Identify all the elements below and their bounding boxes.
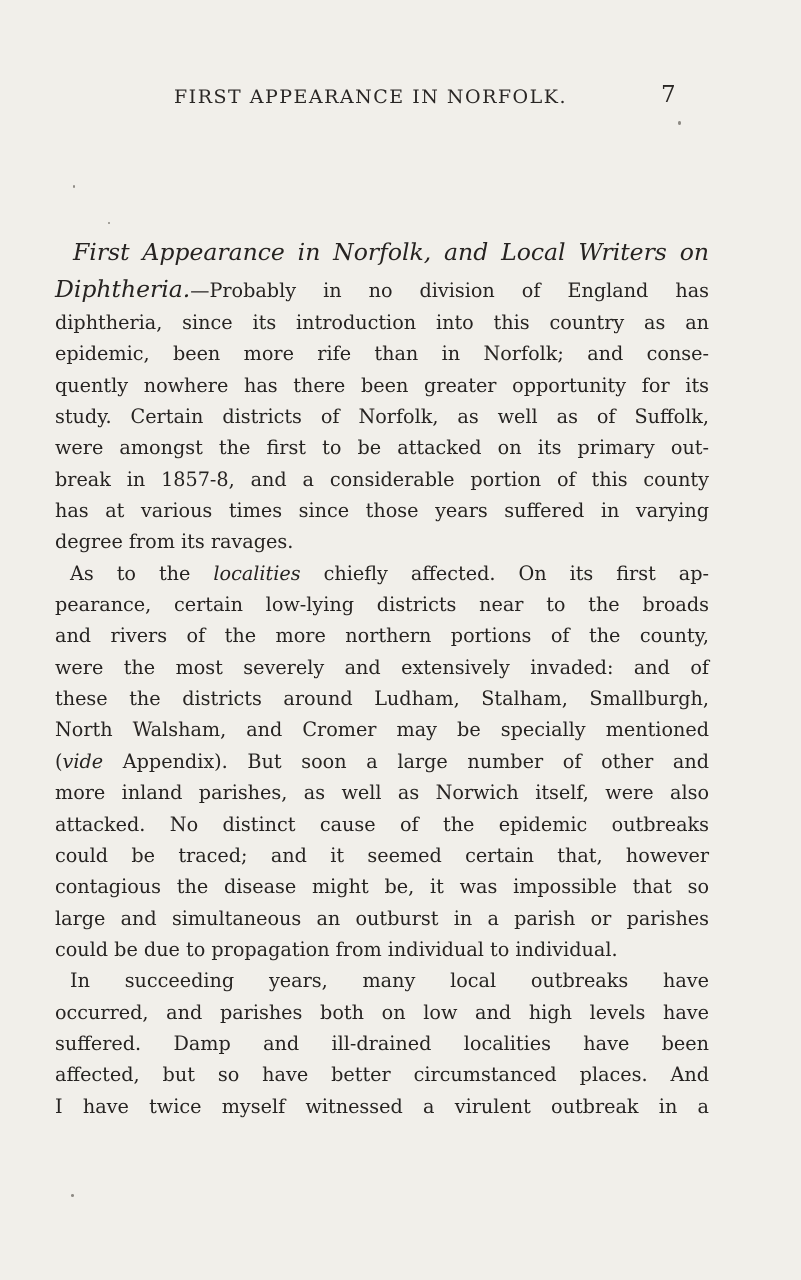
text-line: large and simultaneous an outburst in a parish or parishes — [55, 906, 709, 930]
text-line: were the most severely and extensively invaded: and of — [55, 655, 709, 679]
text-line: diphtheria, since its introduction into this country as an — [55, 311, 709, 334]
italic-term: vide — [62, 749, 104, 773]
ink-speck — [678, 121, 681, 125]
text-fragment: chiefly affected. On its first ap- — [323, 561, 709, 585]
page-number: 7 — [661, 82, 676, 108]
ink-speck — [73, 185, 75, 188]
ink-speck — [71, 1194, 74, 1197]
text-line: study. Certain districts of Norfolk, as well as of Suffolk, — [55, 405, 709, 429]
text-line: suffered. Damp and ill-drained localities have been — [55, 1031, 709, 1055]
text-line: has at various times since those years suffered in varying — [55, 499, 709, 523]
running-head: FIRST APPEARANCE IN NORFOLK. — [174, 86, 567, 108]
section-heading-line-1 — [55, 233, 709, 271]
text-line: quently nowhere has there been greater opportunity for its — [55, 373, 709, 397]
text-line: could be due to propagation from individual to individual. — [55, 937, 618, 961]
text-line: pearance, certain low-lying districts near to the broads — [55, 593, 709, 617]
text-fragment: As to the — [70, 561, 191, 585]
text-line — [55, 271, 709, 307]
section-title-continued: Diphtheria. — [55, 275, 191, 303]
text-line: epidemic, been more rife than in Norfolk; and conse- — [55, 342, 709, 366]
text-line: were amongst the first to be attacked on its primary out- — [55, 436, 709, 460]
text-line: these the districts around Ludham, Stalham, Smallburgh, — [55, 687, 709, 711]
text-line: affected, but so have better circumstanced places. And — [55, 1063, 709, 1087]
ink-speck — [108, 222, 110, 224]
text-fragment: Appendix). But soon a large number of other and — [122, 749, 709, 773]
italic-term: localities — [213, 561, 301, 585]
text-line: I have twice myself witnessed a virulent outbreak in a — [55, 1094, 709, 1118]
section-title: First Appearance in Norfolk, and Local Writers on — [73, 238, 709, 266]
text-line: break in 1857-8, and a considerable portion of this county — [55, 467, 709, 491]
text-line: could be traced; and it seemed certain that, however — [55, 843, 709, 867]
text-line: occurred, and parishes both on low and high levels have — [55, 1000, 709, 1024]
text-line: and rivers of the more northern portions of the county, — [55, 624, 709, 648]
text-line: degree from its ravages. — [55, 530, 294, 554]
text-line: more inland parishes, as well as Norwich itself, were also — [55, 781, 709, 805]
text-line: contagious the disease might be, it was impossible that so — [55, 875, 709, 899]
body-text — [55, 233, 709, 1122]
text-line: North Walsham, and Cromer may be specially mentioned — [55, 718, 709, 742]
text-line: attacked. No distinct cause of the epidemic outbreaks — [55, 812, 709, 836]
text-line — [55, 558, 709, 589]
text-line: In succeeding years, many local outbreaks have — [70, 969, 709, 993]
section-lead-text: —Probably in no division of England has — [190, 279, 709, 302]
text-fragment: ( — [55, 749, 63, 773]
text-line — [55, 746, 709, 777]
